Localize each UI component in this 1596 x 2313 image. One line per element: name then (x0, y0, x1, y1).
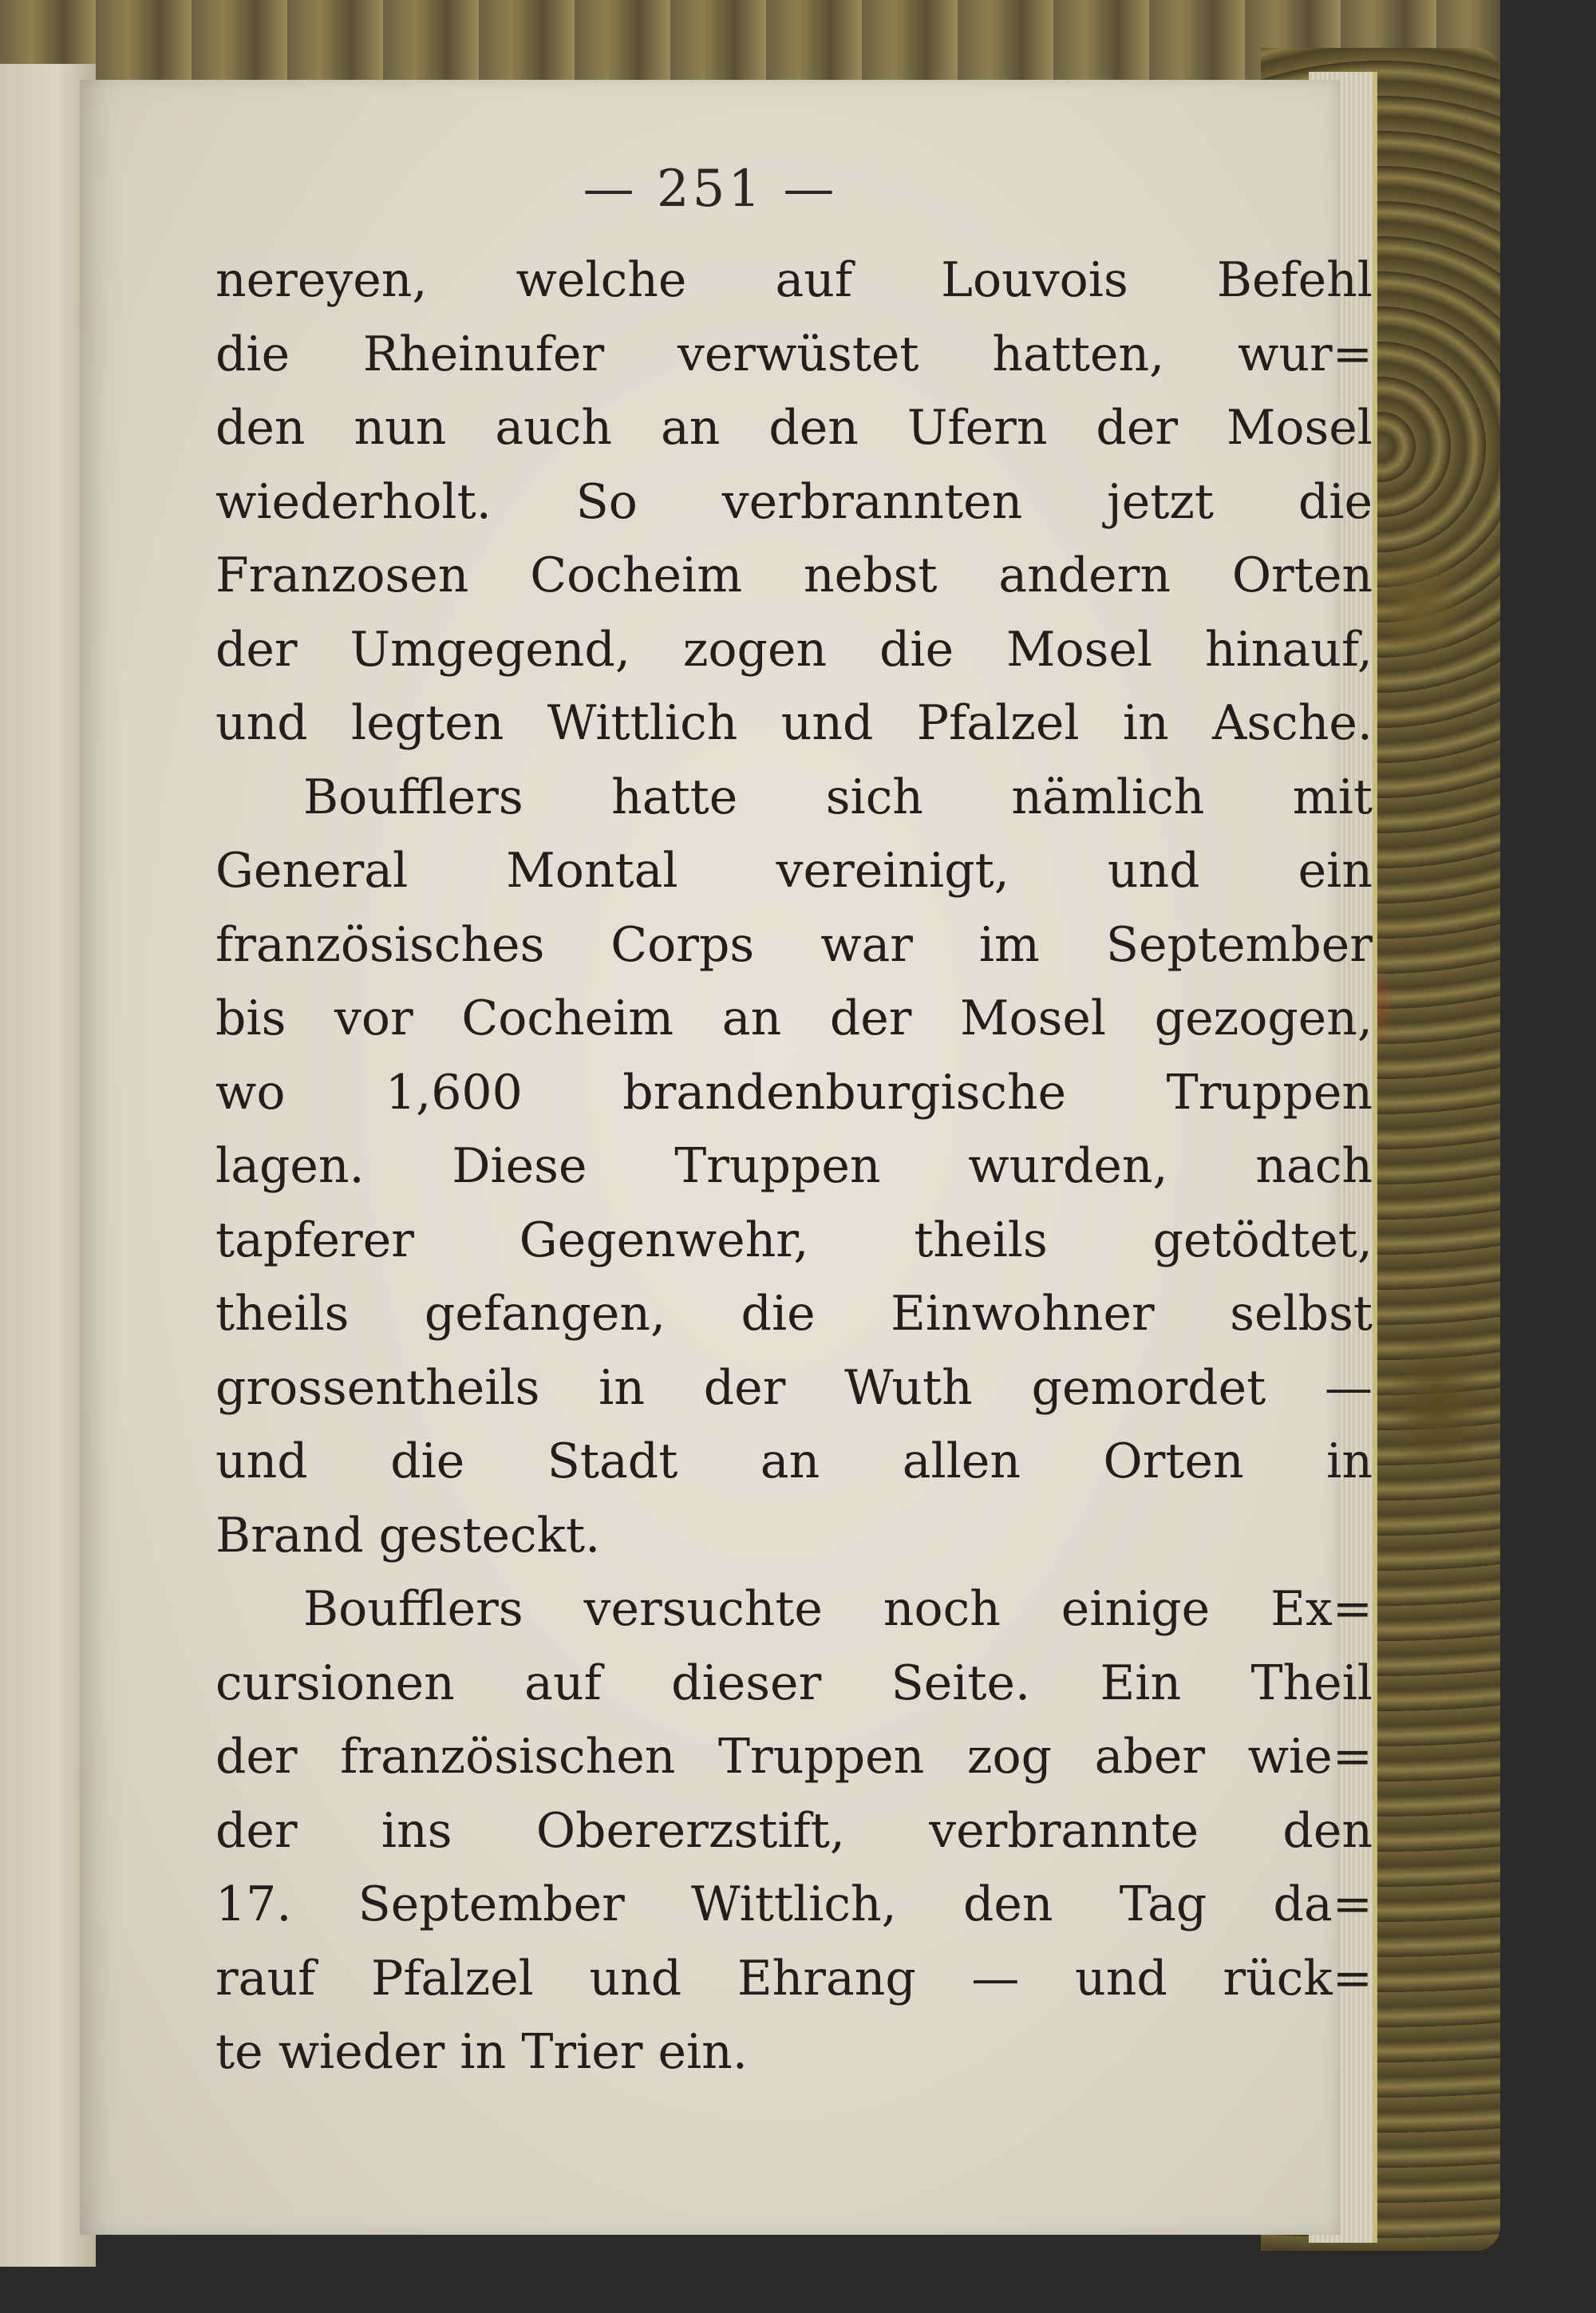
page-text (215, 243, 1373, 2090)
text-line: wiederholt. So verbrannten jetzt die (215, 473, 1373, 530)
text-line: 17. September Wittlich, den Tag da= (215, 1876, 1373, 1932)
text-line: Brand gesteckt. (215, 1507, 601, 1564)
text-line: den nun auch an den Ufern der Mosel (215, 400, 1373, 456)
text-line: theils gefangen, die Einwohner selbst (215, 1286, 1373, 1342)
text-line: General Montal vereinigt, und ein (215, 843, 1373, 899)
text-line: bis vor Cocheim an der Mosel gezogen, (215, 990, 1373, 1046)
text-line: nereyen, welche auf Louvois Befehl (215, 252, 1373, 308)
text-line: rauf Pfalzel und Ehrang — und rück= (215, 1950, 1373, 2007)
text-line: französisches Corps war im September (215, 916, 1373, 973)
text-line: cursionen auf dieser Seite. Ein Theil (215, 1655, 1373, 1711)
text-line: wo 1,600 brandenburgische Truppen (215, 1064, 1373, 1121)
page-number: — 251 — (583, 160, 838, 219)
text-line: te wieder in Trier ein. (215, 2024, 748, 2080)
text-line: Franzosen Cocheim nebst andern Orten (215, 548, 1373, 603)
text-line: lagen. Diese Truppen wurden, nach (215, 1138, 1373, 1194)
text-line: grossentheils in der Wuth gemordet — (215, 1359, 1373, 1416)
paragraph-2 (215, 761, 1373, 1573)
text-line: die Rheinufer verwüstet hatten, wur= (215, 326, 1373, 382)
text-line: der ins Obererzstift, verbrannte den (215, 1802, 1373, 1859)
text-line: der Umgegend, zogen die Mosel hinauf, (215, 621, 1373, 678)
paragraph-1 (215, 243, 1373, 761)
book-page (80, 80, 1373, 2235)
text-line: Boufflers hatte sich nämlich mit (303, 769, 1373, 825)
paragraph-3 (215, 1572, 1373, 2090)
text-line: tapferer Gegenwehr, theils getödtet, (215, 1212, 1373, 1268)
text-line: und legten Wittlich und Pfalzel in Asche. (215, 695, 1373, 751)
text-line: der französischen Truppen zog aber wie= (215, 1729, 1373, 1785)
text-line: Boufflers versuchte noch einige Ex= (303, 1581, 1373, 1637)
text-line: und die Stadt an allen Orten in (215, 1433, 1373, 1489)
